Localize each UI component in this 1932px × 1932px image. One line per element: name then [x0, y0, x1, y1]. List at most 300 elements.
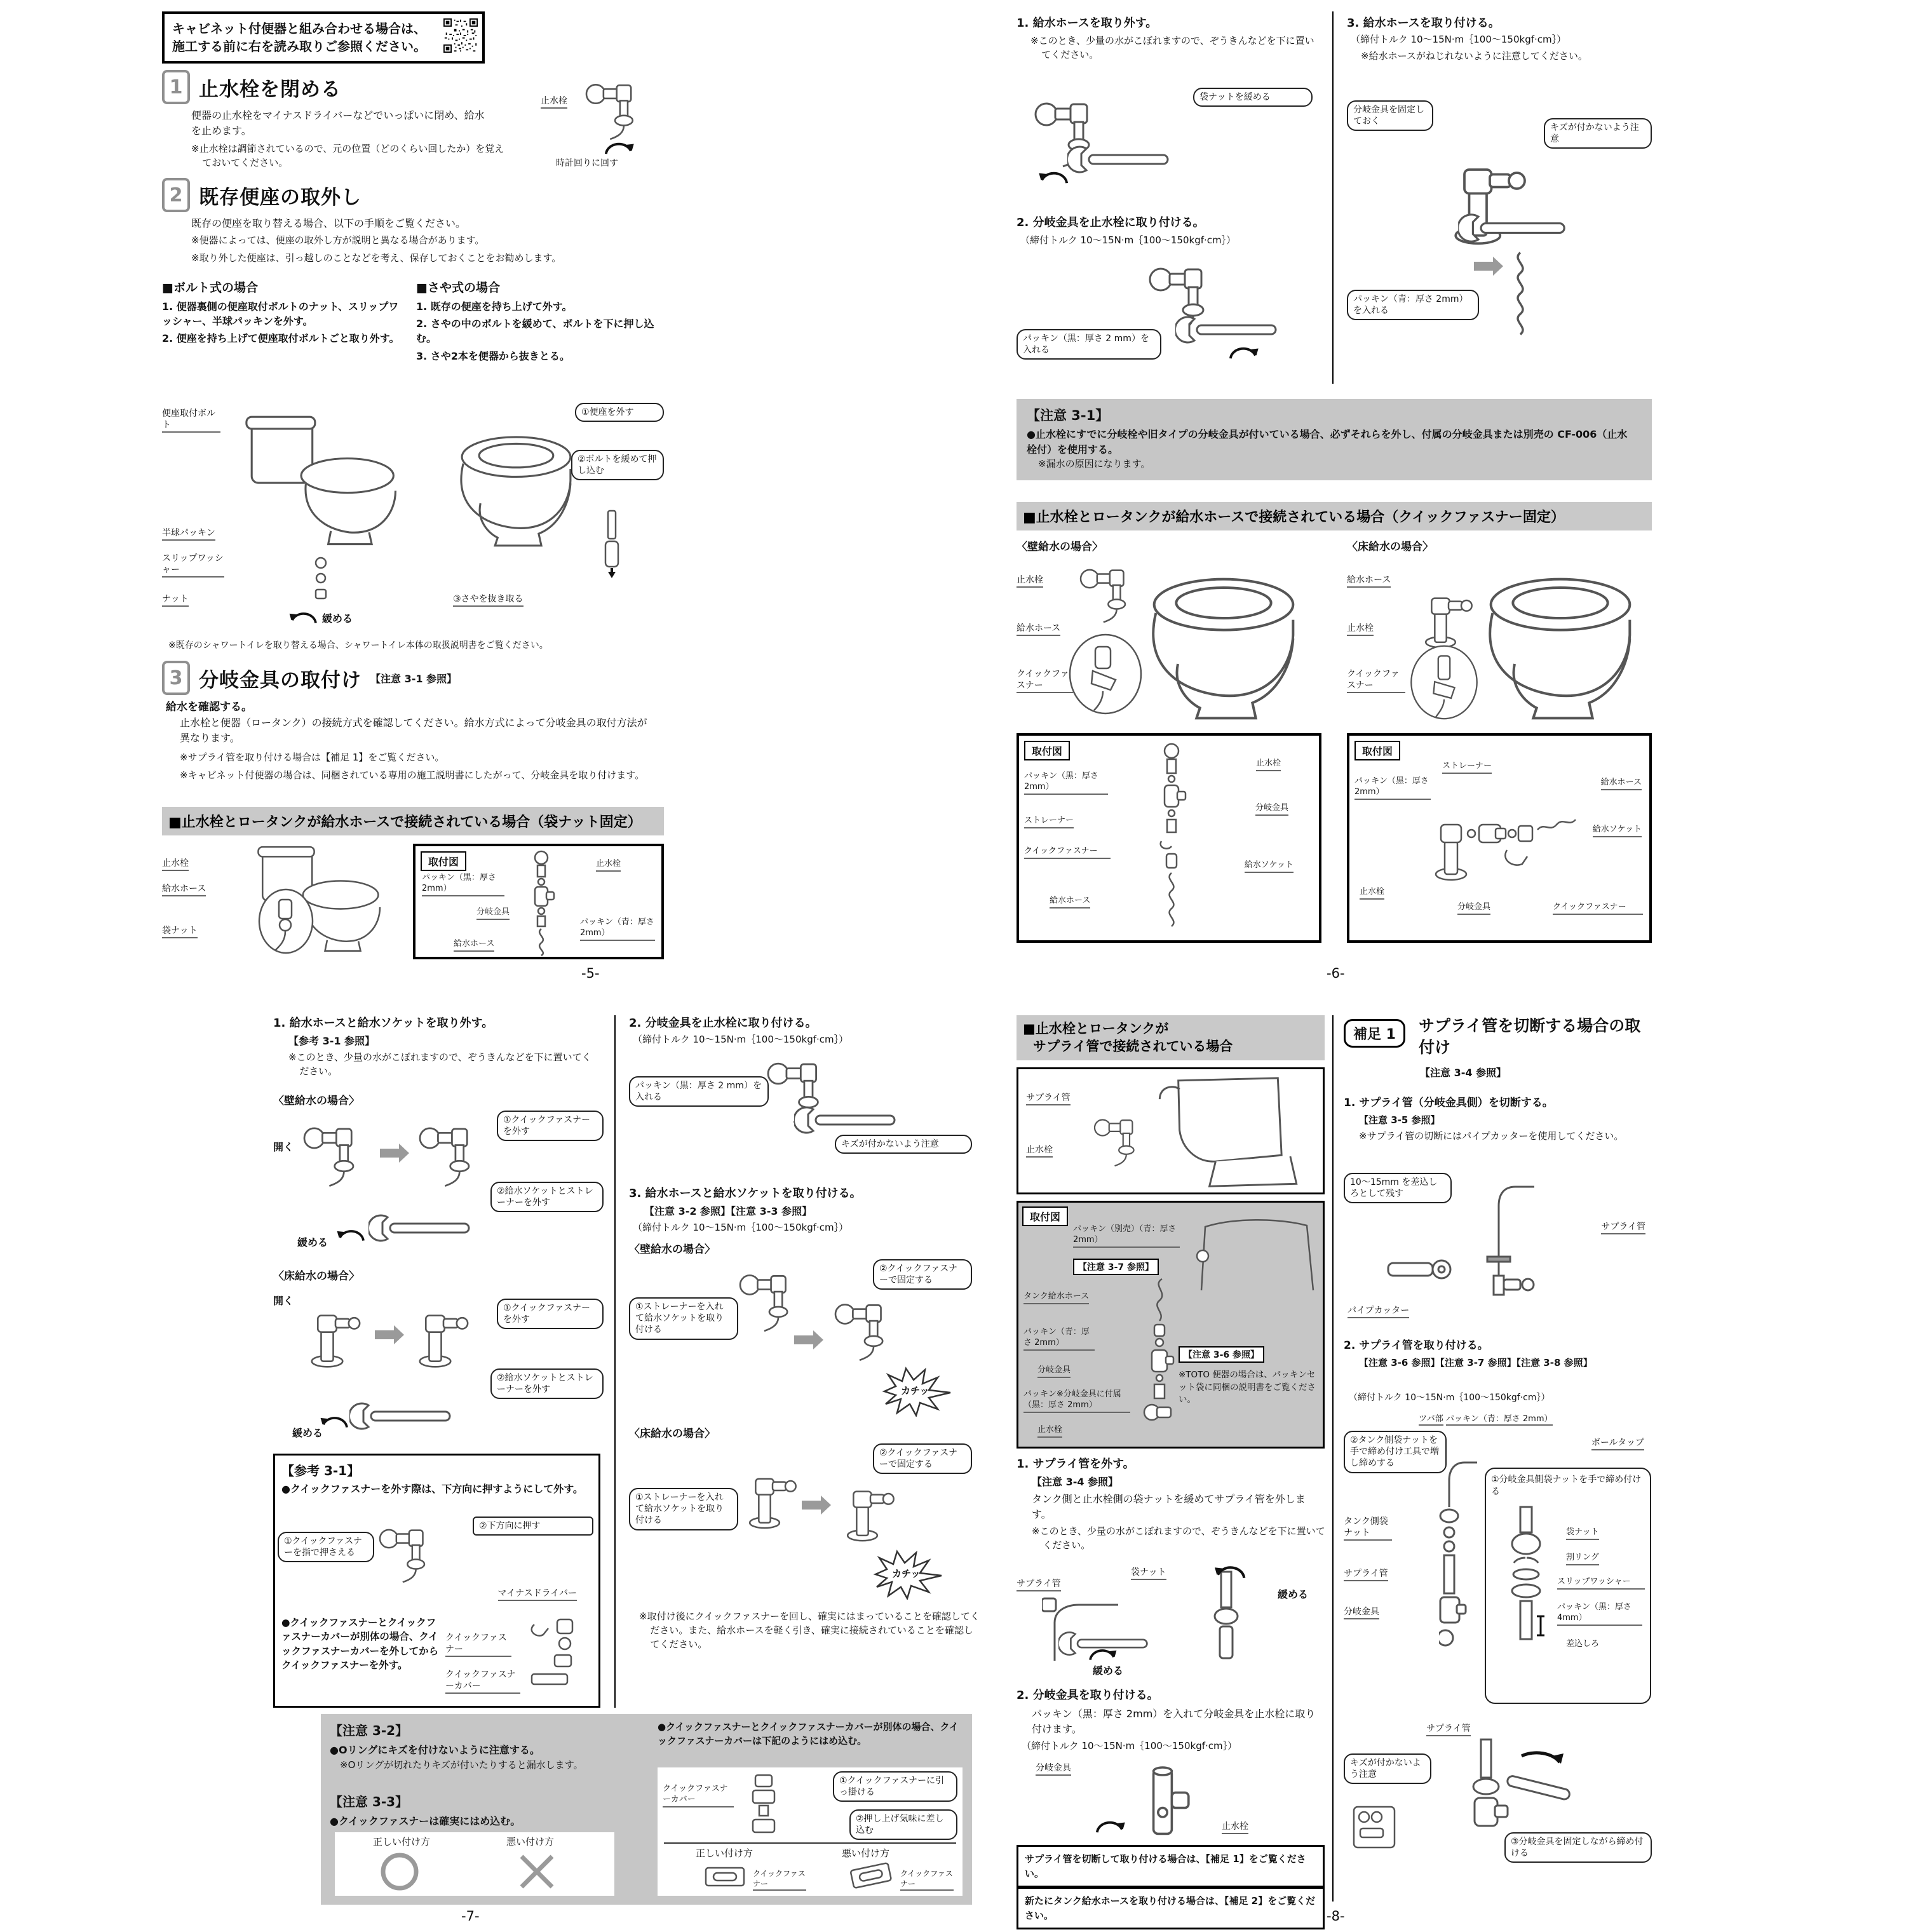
part-label: 便座取付ボルト [162, 408, 220, 433]
figure-final-tighten [1344, 1719, 1652, 1891]
part-label: 分岐金具 [1457, 902, 1490, 915]
part-label: 分岐金具 [476, 907, 510, 920]
part-label: 止水栓 [1256, 759, 1281, 771]
figure-stop-valve [541, 78, 664, 173]
case-heading: 〈床給水の場合〉 [629, 1428, 715, 1440]
reference-3-1-box [273, 1454, 600, 1708]
installation-diagram-box [413, 844, 664, 959]
step: 1. 給水ホースと給水ソケットを取り外す。 [273, 1017, 494, 1030]
saya-type-figure [416, 403, 664, 625]
caution-bullet: ●クイックファスナーとクイックファスナーカバーが別体の場合、クイックファスナーカバーは下記のようにはめ込む。 [658, 1721, 959, 1746]
exploded-parts-illustration [527, 850, 555, 957]
saya-type-heading: ■さや式の場合 [416, 281, 500, 295]
page-number: -7- [461, 1908, 480, 1924]
part-label: 給水ホース [162, 883, 206, 896]
part-label: サプライ管 [1017, 1578, 1061, 1591]
caution-3-2-box [321, 1714, 972, 1905]
part-label: サプライ管 [1601, 1221, 1645, 1234]
confirm-note: ※取付け後にクイックファスナーを回し、確実にはまっていることを確認してください。また、給水ホースを軽く引き、確実に接続されていることを確認してください。 [639, 1611, 980, 1650]
nut-detail-panel [1485, 1468, 1651, 1704]
case-heading: 〈壁給水の場合〉 [1017, 541, 1103, 553]
callout: ②給水ソケットとストレーナーを外す [490, 1368, 604, 1399]
valve-illustration [832, 1297, 906, 1365]
p6-col2 [1347, 15, 1652, 384]
case-heading: 〈壁給水の場合〉 [273, 1095, 360, 1107]
section-2-number: 2 [162, 178, 190, 212]
part-label: 給水ホース [1050, 896, 1090, 909]
callout: パッキン（黒：厚さ 2 mm）を入れる [1017, 329, 1161, 360]
stop-valve-illustration [580, 78, 659, 144]
part-label: 止水栓 [596, 859, 621, 872]
good-bad-panel [335, 1832, 614, 1896]
click-burst [879, 1366, 956, 1417]
part-label: 止水栓 [1222, 1821, 1248, 1834]
branch-valve-illustration [1131, 1764, 1194, 1840]
callout: 分岐金具を固定しておく [1347, 100, 1433, 131]
figure-remove-supply [1017, 1563, 1325, 1684]
section-3-body: 止水栓と便器（ロータンク）の接続方式を確認してください。給水方式によって分岐金具の取付方法が異なります。 [180, 717, 647, 744]
part-label: 差込しろ [1566, 1639, 1600, 1649]
torque-note: （締付トルク 10～15N·m｛100～150kgf·cm｝） [1349, 1393, 1550, 1403]
figure-attach-branch [1017, 254, 1315, 384]
part-label: 割リング [1566, 1553, 1599, 1565]
p8-col2 [1344, 1015, 1652, 1925]
step-ref: 【参考 3-1 参照】 [288, 1035, 375, 1047]
step-note: ※給水ホースがねじれないように注意してください。 [1361, 50, 1588, 62]
cover-panel [658, 1767, 963, 1896]
toilet-illustration [232, 413, 403, 551]
parts-illustration [308, 555, 334, 606]
header-line1: キャビネット付便器と組み合わせる場合は、 [172, 21, 426, 36]
part-label: スリップワッシャー [162, 553, 224, 578]
step-ref: 【注意 3-5 参照】 [1359, 1114, 1440, 1126]
part-label: パッキン（青：厚さ 2mm） [1446, 1414, 1553, 1426]
section-2-header [162, 178, 361, 212]
tank-illustration [1139, 1074, 1317, 1192]
figure-floor-supply [1347, 537, 1652, 728]
callout: キズが付かないよう注意 [1544, 118, 1652, 149]
part-label: ストレーナー [1442, 761, 1492, 774]
p7-col2 [629, 1015, 980, 1708]
callout: ②クイックファスナーで固定する [873, 1443, 972, 1474]
ok-mark-icon [379, 1851, 420, 1892]
connection-banner-supply: ■止水栓とロータンクが サプライ管で接続されている場合 [1017, 1015, 1325, 1060]
caution-title: 【注意 3-3】 [330, 1794, 409, 1809]
supply-pipe-illustration [1464, 1180, 1560, 1307]
part-label: クイックファスナー [445, 1632, 511, 1657]
reference-box: 【注意 3-7 参照】 [1073, 1259, 1159, 1275]
exploded-parts-illustration [1156, 742, 1187, 936]
part-label: クイックファスナー [753, 1869, 806, 1891]
fastener-ok-illustration [699, 1861, 750, 1893]
part-label: ナット [162, 593, 189, 607]
action-label: 開く [273, 1141, 294, 1153]
figure-attach-branch [629, 1053, 972, 1180]
callout: ①ストレーナーを入れて給水ソケットを取り付ける [629, 1488, 738, 1530]
step-note: ※このとき、少量の水がこぼれますので、ぞうきんなどを下に置いてください。 [288, 1051, 591, 1077]
tank-outline-illustration [1182, 1215, 1319, 1292]
part-label: パッキン（別売）（青：厚さ 2mm） [1073, 1224, 1180, 1248]
section-2-body: 既存の便座を取り替える場合、以下の手順をご覧ください。 [191, 217, 466, 229]
p7-col1 [273, 1015, 604, 1708]
part-label: 給水ホース [454, 939, 494, 952]
page-number: -5- [581, 966, 600, 981]
section-2-title: 既存便座の取外し [199, 186, 361, 209]
bad-label: 悪い付け方 [506, 1836, 555, 1848]
part-label: クイックファスナーカバー [445, 1669, 520, 1694]
reference-title: 【参考 3-1】 [281, 1463, 360, 1478]
step-note: ※このとき、少量の水がこぼれますので、ぞうきんなどを下に置いてください。 [1030, 35, 1314, 60]
saya-step-2: 2. さやの中のボルトを緩めて、ボルトを下に押し込む。 [416, 318, 654, 345]
bolt-step-1: 1. 便器裏側の便座取付ボルトのナット、スリップワッシャー、半球パッキンを外す。 [162, 301, 399, 328]
action-label: 緩める [1093, 1665, 1124, 1677]
callout: キズが付かないよう注意 [1344, 1753, 1431, 1784]
callout: 袋ナットを緩める [1193, 88, 1313, 107]
column-divider [1332, 11, 1334, 384]
action-label: 緩める [1277, 1588, 1308, 1600]
p8-col1 [1017, 1015, 1325, 1925]
section-3-ref: 【注意 3-1 参照】 [370, 672, 457, 685]
part-label: 分岐金具 [1037, 1365, 1071, 1378]
pipe-cutter-illustration [1382, 1244, 1464, 1295]
torque-note: （締付トルク 10～15N·m｛100～150kgf·cm｝） [1020, 234, 1236, 246]
header-line2: 施工する前に右を読み取りご参照ください。 [172, 39, 426, 54]
step: 1. サプライ管（分岐金具側）を切断する。 [1344, 1097, 1553, 1109]
callout: ①クイックファスナーを指で押さえる [278, 1532, 374, 1562]
part-label: パッキン※分岐金具に付属（黒：厚さ 2mm） [1023, 1389, 1130, 1413]
magnifier-circle [257, 888, 314, 954]
figure-wall-attach [629, 1259, 972, 1418]
caution-title: 【注意 3-2】 [330, 1723, 409, 1738]
reference-figure-cover [445, 1616, 598, 1705]
torque-note: （締付トルク 10～15N·m｛100～150kgf·cm｝） [633, 1034, 849, 1045]
nut-pipe-illustration [1207, 1569, 1245, 1665]
valve-illustration [741, 1456, 804, 1531]
section-2-note1: ※便器によっては、便座の取外し方が説明と異なる場合があります。 [191, 234, 485, 246]
step: 1. サプライ管を外す。 [1017, 1457, 1135, 1471]
section-3-title: 分岐金具の取付け [199, 668, 361, 692]
reference-bullet: ●クイックファスナーを外す際は、下方向に押すようにして外す。 [281, 1483, 583, 1495]
diagram-title: 取付図 [1354, 741, 1400, 760]
caution-bullet: ●クイックファスナーは確実にはめ込む。 [330, 1815, 521, 1827]
part-label: 緩める [322, 612, 353, 625]
callout: ①便座を外す [575, 403, 664, 422]
callout: パッキン（青：厚さ 2mm）を入れる [1347, 290, 1479, 320]
part-label: クイックファスナー [1553, 902, 1643, 915]
part-label: 袋ナット [1566, 1527, 1599, 1540]
torque-note: （締付トルク 10～15N·m｛100～150kgf·cm｝） [633, 1222, 849, 1233]
part-label: ③さやを抜き取る [453, 593, 524, 607]
section-1-body: 便器の止水栓をマイナスドライバーなどでいっぱいに閉め、給水を止めます。 [191, 109, 485, 137]
callout: パッキン（黒：厚さ 2 mm）を入れる [629, 1076, 769, 1107]
part-label: サプライ管 [1344, 1568, 1388, 1581]
bolt-type-figure [162, 403, 405, 625]
caution-bullet: ●止水栓にすでに分岐栓や旧タイプの分岐金具が付いている場合、必ずそれらを外し、付属の分岐金具または別売の CF-006（止水栓付）を使用する。 [1027, 428, 1628, 456]
panel-divider [664, 1842, 956, 1844]
part-label: パイプカッター [1348, 1305, 1409, 1318]
installation-diagram-box [1017, 733, 1321, 943]
loosen-arrow-icon [1086, 1643, 1119, 1665]
part-label: パッキン（黒：厚さ 4mm） [1557, 1602, 1642, 1626]
callout-text: ①分岐金具側袋ナットを手で締め付ける [1491, 1475, 1642, 1497]
case-heading: 〈床給水の場合〉 [273, 1270, 360, 1283]
sleeve-bolt-illustration [598, 508, 626, 578]
valve-illustration [1077, 563, 1147, 626]
cabinet-header-box [162, 11, 485, 64]
qr-code-icon [443, 18, 478, 53]
click-label: カチッ [901, 1385, 929, 1396]
part-label: 分岐金具 [1036, 1762, 1071, 1776]
caution-note: ※漏水の原因になります。 [1038, 458, 1151, 469]
toilet-illustration [429, 422, 588, 549]
direction-arrow [802, 1501, 821, 1510]
step: 3. 給水ホースを取り付ける。 [1347, 17, 1500, 30]
toto-note: ※TOTO 便器の場合は、パッキンセット袋に同梱の説明書をご覧ください。 [1179, 1370, 1316, 1405]
part-label: 半球パッキン [162, 527, 215, 541]
torque-note: （締付トルク 10～15N·m｛100～150kgf·cm｝） [1351, 34, 1567, 46]
callout: ③分岐金具を固定しながら締め付ける [1504, 1832, 1652, 1863]
part-label: タンク給水ホース [1023, 1292, 1089, 1304]
supplement-1-pointer-box: サプライ管を切断して取り付ける場合は、【補足 1】をご覧ください。 [1017, 1845, 1325, 1888]
part-label: 給水ソケット [1593, 825, 1642, 837]
wrench-illustration [1455, 205, 1576, 252]
part-label: クイックファスナーカバー [663, 1784, 734, 1807]
part-label: ボールタップ [1591, 1437, 1644, 1450]
loosen-arrow-icon [287, 606, 320, 628]
part-label: クイックファスナー [1017, 668, 1075, 693]
figure-remove-hose [1017, 76, 1315, 208]
valve-detail-illustration [1349, 1802, 1400, 1853]
step-ref: 【注意 3-4 参照】 [1032, 1476, 1119, 1488]
callout: 10～15mm を差込しろとして残す [1344, 1173, 1452, 1203]
part-label: クイックファスナー [900, 1869, 954, 1891]
callout: ①クイックファスナーを外す [497, 1111, 604, 1141]
section-1-header [162, 70, 341, 104]
caution-title: 【注意 3-1】 [1027, 408, 1109, 423]
step: 2. 分岐金具を取り付ける。 [1017, 1689, 1159, 1702]
column-divider [1332, 1015, 1334, 1902]
installation-diagram-box [1347, 733, 1652, 943]
valve-illustration [377, 1523, 447, 1586]
callout: キズが付かないよう注意 [835, 1135, 972, 1154]
direction-arrow [794, 1335, 813, 1344]
part-label: ツバ部 [1419, 1414, 1443, 1426]
part-label: 止水栓 [1037, 1425, 1062, 1438]
case-heading: 〈床給水の場合〉 [1347, 541, 1433, 553]
column-divider [614, 1015, 616, 1708]
part-label: 止水栓 [541, 95, 567, 109]
page-7 [273, 1015, 980, 1925]
part-label: クイックファスナー [1347, 668, 1405, 693]
figure-hose-bagnut [162, 844, 397, 958]
part-label: パッキン（黒：厚さ 2mm） [1024, 771, 1108, 795]
click-burst [870, 1549, 947, 1600]
diagram-title: 取付図 [421, 851, 466, 871]
part-label: 止水栓 [1017, 574, 1043, 588]
valve-illustration [1092, 1114, 1153, 1170]
part-label: ストレーナー [1024, 816, 1074, 828]
step: 3. 給水ホースと給水ソケットを取り付ける。 [629, 1187, 861, 1200]
part-label: 止水栓 [162, 858, 189, 871]
part-label: 止水栓 [1347, 623, 1374, 636]
section-3-subhead: 給水を確認する。 [166, 701, 252, 713]
callout: ①クイックファスナーに引っ掛ける [833, 1771, 957, 1802]
step-body: タンク側と止水栓側の袋ナットを緩めてサプライ管を外します。 [1032, 1493, 1306, 1520]
step-body: パッキン（黒：厚さ 2mm）を入れて分岐金具を止水栓に取り付けます。 [1032, 1708, 1316, 1735]
bolt-step-2: 2. 便座を持ち上げて便座取付ボルトごと取り外す。 [162, 332, 400, 345]
section-3-header [162, 661, 457, 695]
bolt-type-column [162, 278, 405, 634]
valve-illustration [301, 1121, 377, 1191]
callout: ②下方向に押す [473, 1517, 593, 1536]
part-label: パッキン（黒：厚さ 2mm） [1354, 776, 1431, 800]
bolt-type-heading: ■ボルト式の場合 [162, 281, 258, 295]
good-label: 正しい付け方 [373, 1836, 431, 1848]
direction-arrow [375, 1330, 394, 1339]
part-label: サプライ管 [1426, 1723, 1471, 1736]
valve-illustration [737, 1268, 811, 1335]
figure-wall-remove [273, 1111, 604, 1263]
callout: ①クイックファスナーを外す [497, 1299, 604, 1329]
diagram-title: 取付図 [1022, 1206, 1068, 1226]
torque-note: （締付トルク 10～15N·m｛100～150kgf·cm｝） [1022, 1740, 1238, 1752]
direction-arrow [1474, 262, 1493, 271]
valve-illustration [417, 1121, 493, 1191]
part-label: 止水栓 [1360, 887, 1384, 900]
part-label: 分岐金具 [1344, 1606, 1379, 1619]
action-label: 開く [273, 1295, 294, 1307]
part-label: 給水ホース [1347, 574, 1391, 588]
caution-note: ※Oリングが切れたりキズが付いたりすると漏水します。 [340, 1759, 583, 1771]
callout: ②タンク側袋ナットを手で締め付け工具で増し締めする [1344, 1431, 1447, 1473]
step: 1. 給水ホースを取り外す。 [1017, 17, 1158, 30]
step-note: ※このとき、少量の水がこぼれますので、ぞうきんなどを下に置いてください。 [1032, 1525, 1325, 1551]
figure-wall-supply [1017, 537, 1321, 728]
figure-floor-attach [629, 1443, 972, 1602]
tighten-arrow-icon [1093, 1814, 1128, 1837]
callout: ②クイックファスナーで固定する [873, 1259, 972, 1290]
supplement-2-pointer-box: 新たにタンク給水ホースを取り付ける場合は、【補足 2】をご覧ください。 [1017, 1887, 1325, 1929]
installation-diagram-gray-box [1017, 1201, 1325, 1449]
figure-attach-branch [1017, 1760, 1325, 1842]
saya-step-1: 1. 既存の便座を持ち上げて外す。 [416, 301, 572, 313]
part-label: パッキン（青：厚さ 2mm） [580, 917, 655, 941]
section-2-note2: ※取り外した便座は、引っ越しのことなどを考え、保存しておくことをお勧めします。 [191, 252, 562, 264]
supply-parts-illustration [1439, 1450, 1483, 1659]
part-label: 袋ナット [162, 925, 198, 938]
callout: ②ボルトを緩めて押し込む [571, 450, 664, 480]
valve-illustration [839, 1469, 902, 1544]
ng-mark-icon [517, 1851, 557, 1892]
part-label: タンク側袋ナット [1344, 1516, 1392, 1541]
p6-col1 [1017, 15, 1315, 384]
loosen-arrow-icon [334, 1224, 367, 1245]
figure-supply-overview [1017, 1067, 1325, 1194]
step: 2. サプライ管を取り付ける。 [1344, 1339, 1489, 1352]
reference-figure-push [275, 1517, 602, 1612]
tighten-arrow-icon [1226, 341, 1262, 363]
action-label: 緩める [292, 1427, 323, 1439]
hose-illustration [1506, 249, 1535, 338]
wrench-illustration [1067, 137, 1175, 182]
loosen-arrow-icon [1211, 1559, 1249, 1583]
page-number: -8- [1327, 1908, 1345, 1924]
supplement-1-badge: 補足 1 [1344, 1019, 1405, 1048]
part-label: パッキン（青：厚さ 2mm） [1023, 1327, 1095, 1351]
wrench-illustration [368, 1206, 476, 1250]
direction-arrow [380, 1149, 399, 1158]
callout: ②押し上げ気味に差し込む [849, 1809, 957, 1840]
part-label: パッキン（黒：厚さ 2mm） [422, 873, 504, 896]
step: 2. 分岐金具を止水栓に取り付ける。 [629, 1017, 817, 1030]
click-label: カチッ [892, 1568, 921, 1579]
nut-stack-illustration [1501, 1504, 1552, 1689]
figure-attach-hose [1347, 97, 1652, 380]
part-label: 止水栓 [1026, 1144, 1053, 1158]
fastener-illustration [522, 1616, 591, 1698]
part-label: マイナスドライバー [498, 1588, 577, 1601]
part-label: クイックファスナー [1024, 846, 1111, 859]
callout: ①ストレーナーを入れて給水ソケットを取り付ける [629, 1297, 738, 1340]
top-part-labels [1419, 1412, 1553, 1424]
supplement-1-title: サプライ管を切断する場合の取付け [1419, 1017, 1641, 1057]
step-ref: 【注意 3-6 参照】【注意 3-7 参照】【注意 3-8 参照】 [1359, 1357, 1593, 1368]
supplement-1-ref: 【注意 3-4 参照】 [1420, 1067, 1507, 1079]
wrench-illustration [349, 1394, 457, 1438]
saya-type-column [416, 278, 664, 634]
shower-toilet-note: ※既存のシャワートイレを取り替える場合、シャワートイレ本体の取扱説明書をご覧ください。 [168, 640, 548, 651]
caution-bullet: ●Oリングにキズを付けないように注意する。 [330, 1744, 540, 1756]
connection-banner-quickfastener: ■止水栓とロータンクが給水ホースで接続されている場合（クイックファスナー固定） [1017, 502, 1652, 530]
figure-attach-supply [1344, 1412, 1652, 1710]
valve-illustration [302, 1292, 368, 1370]
section-1-note: ※止水栓は調節されているので、元の位置（どのくらい回したか）を覚えておいてください。 [191, 143, 504, 168]
reference-box: 【注意 3-6 参照】 [1179, 1346, 1264, 1363]
diagram-title: 取付図 [1024, 741, 1070, 760]
loosen-arrow-icon [1036, 165, 1071, 188]
bad-label: 悪い付け方 [842, 1848, 890, 1859]
part-label: 給水ソケット [1245, 860, 1294, 873]
step-ref: 【注意 3-2 参照】【注意 3-3 参照】 [644, 1205, 813, 1217]
section-1-number: 1 [162, 70, 190, 104]
saya-step-3: 3. さや2本を便器から抜きとる。 [416, 349, 570, 362]
page-number: -6- [1327, 966, 1345, 981]
section-3-note2: ※キャビネット付便器の場合は、同梱されている専用の施工説明書にしたがって、分岐金具を取り付けます。 [180, 769, 645, 781]
magnifier-circle [1067, 633, 1144, 715]
page-8 [1017, 1015, 1652, 1925]
rotate-arrow-icon [602, 136, 637, 159]
part-label: 袋ナット [1131, 1567, 1166, 1580]
exploded-parts-illustration [1432, 797, 1578, 886]
section-3-number: 3 [162, 661, 190, 695]
valve-illustration [1417, 576, 1480, 651]
fastener-ng-illustration [843, 1855, 900, 1897]
step: 2. 分岐金具を止水栓に取り付ける。 [1017, 216, 1205, 229]
part-label: 分岐金具 [1255, 803, 1288, 816]
action-label: 緩める [297, 1236, 328, 1248]
section-3-note1: ※サプライ管を取り付ける場合は【補足 1】をご覧ください。 [180, 752, 445, 763]
page-5 [162, 11, 664, 987]
case-heading: 〈壁給水の場合〉 [629, 1243, 715, 1256]
good-label: 正しい付け方 [696, 1848, 753, 1859]
step-note: ※サプライ管の切断にはパイプカッターを使用してください。 [1359, 1130, 1624, 1142]
figure-floor-remove [273, 1286, 604, 1451]
part-label: 給水ホース [1601, 778, 1642, 790]
figure-cut-supply [1344, 1168, 1652, 1333]
connection-banner-bagnut: ■止水栓とロータンクが給水ホースで接続されている場合（袋ナット固定） [162, 807, 664, 835]
part-label: サプライ管 [1026, 1092, 1071, 1105]
part-label: 時計回りに回す [556, 158, 618, 168]
